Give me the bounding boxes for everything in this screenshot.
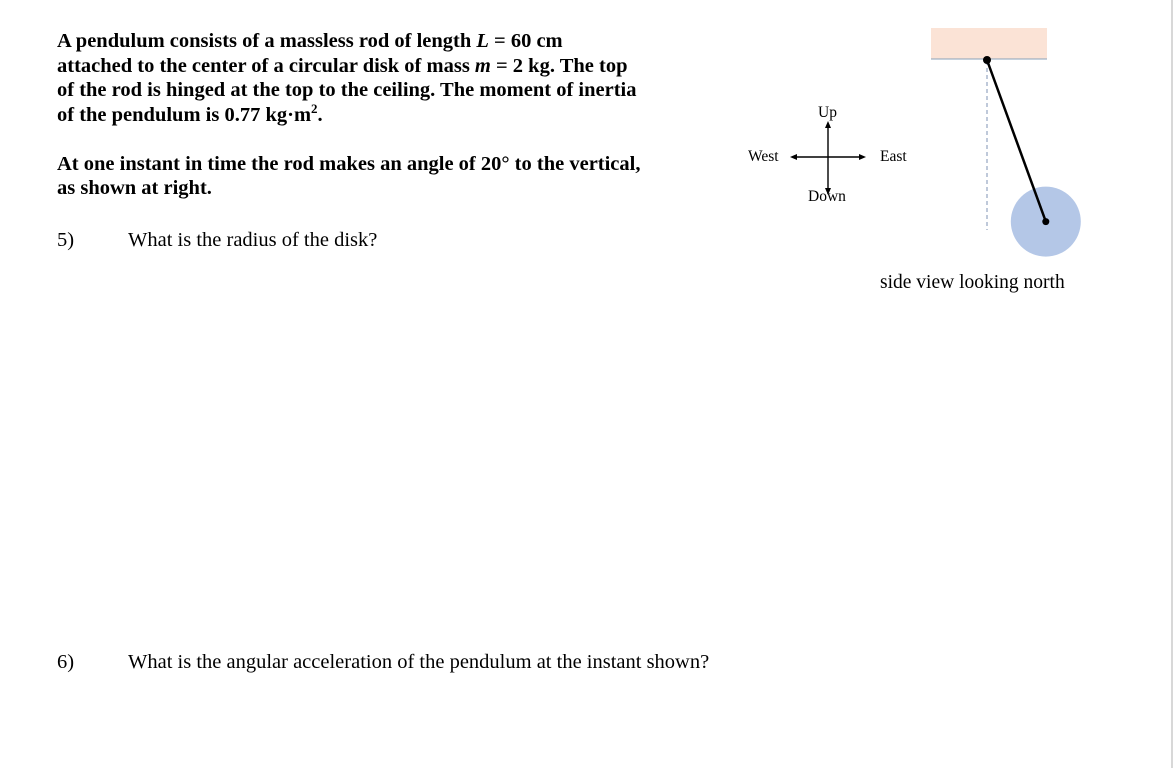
question-6 — [57, 650, 709, 674]
rod — [987, 60, 1046, 222]
intro-line-2: attached to the center of a circular disk of mass m = 2 kg. The top — [57, 54, 628, 77]
question-text: What is the radius of the disk? — [128, 229, 378, 251]
ceiling — [931, 28, 1047, 59]
hinge-pivot — [983, 56, 991, 64]
question-number: 6) — [57, 651, 75, 673]
up-arrow-icon — [825, 121, 831, 128]
intro-line-1: A pendulum consists of a massless rod of length L = 60 cm — [57, 30, 563, 52]
disk-center — [1042, 218, 1049, 225]
intro-line-3: of the rod is hinged at the top to the ceiling. The moment of inertia — [57, 79, 637, 101]
compass-west-label: West — [748, 148, 779, 165]
west-arrow-icon — [790, 154, 797, 160]
compass-east-label: East — [880, 148, 907, 165]
figure-caption: side view looking north — [880, 272, 1065, 293]
question-text: What is the angular acceleration of the pendulum at the instant shown? — [128, 651, 710, 673]
compass — [790, 121, 866, 195]
instant-line-1: At one instant in time the rod makes an angle of 20° to the vertical, — [57, 152, 641, 175]
compass-up-label: Up — [818, 104, 837, 121]
question-number: 5) — [57, 229, 75, 251]
intro-line-4: of the pendulum is 0.77 $kg\cdot m^2$. — [57, 100, 323, 126]
east-arrow-icon — [859, 154, 866, 160]
compass-down-label: Down — [808, 188, 846, 205]
instant-line-2: as shown at right. — [57, 177, 212, 199]
